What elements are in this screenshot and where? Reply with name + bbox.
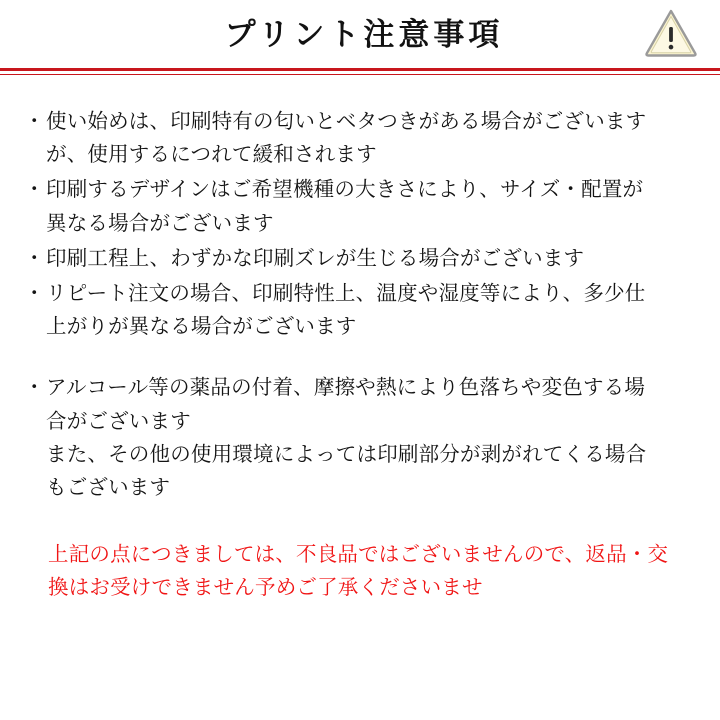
page-header [0,0,720,68]
bullet-marker: ・ [24,110,45,133]
footer-note-line: 換はお受けできません予めご了承くださいませ [48,576,483,600]
notice-line: 上がりが異なる場合がございます [46,315,357,339]
notice-line: 異なる場合がございます [46,211,274,235]
notice-line: アルコール等の薬品の付着、摩擦や熱により色落ちや変色する場 [46,376,646,400]
header-divider [0,68,720,75]
divider-thin-rule [0,74,720,75]
footer-note [24,538,696,604]
bullet-marker: ・ [24,376,45,400]
notice-list [24,105,696,504]
divider-thick-rule [0,68,720,71]
notice-line: 使い始めは、印刷特有の匂いとベタつきがある場合がございます [46,110,647,133]
bullet-marker: ・ [24,282,45,306]
notice-content [0,75,720,605]
notice-line: が、使用するにつれて緩和されます [46,143,377,167]
bullet-marker: ・ [24,246,45,270]
list-item [24,277,696,343]
notice-line: リピート注文の場合、印刷特性上、温度や湿度等により、多少仕 [46,282,646,306]
warning-triangle-icon [644,8,698,58]
footer-note-line: 上記の点につきましては、不良品ではございませんので、返品・交 [48,543,669,567]
notice-line: 印刷するデザインはご希望機種の大きさにより、サイズ・配置が [46,178,644,202]
notice-line: 合がございます [46,409,191,433]
list-item [24,173,696,239]
list-item [24,371,696,504]
notice-line: 印刷工程上、わずかな印刷ズレが生じる場合がございます [46,246,585,270]
list-item [24,105,696,171]
notice-line: もございます [46,476,171,500]
bullet-marker: ・ [24,178,45,202]
page-title: プリント注意事項 [224,16,504,52]
list-spacer [24,345,696,371]
list-item [24,242,696,275]
notice-line: また、その他の使用環境によっては印刷部分が剥がれてくる場合 [46,442,647,466]
